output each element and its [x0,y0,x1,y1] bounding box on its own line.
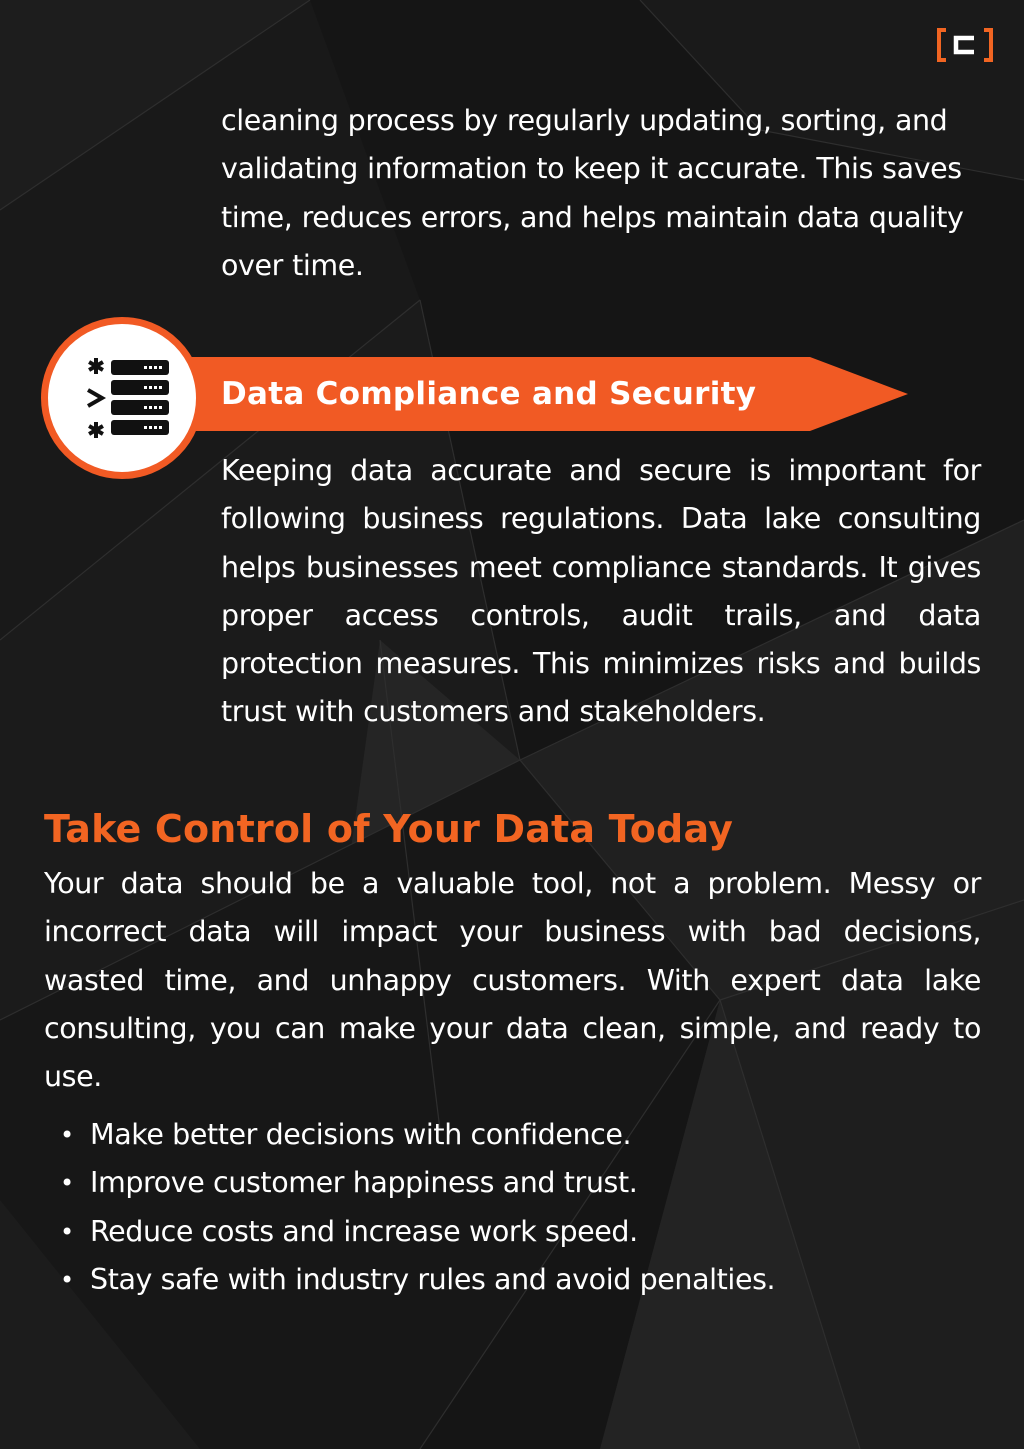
compliance-icon-badge [41,317,203,479]
list-item-text: Reduce costs and increase work speed. [90,1214,638,1248]
cta-paragraph: Your data should be a valuable tool, not a problem. Messy or incorrect data will impact your business with bad decisions, wasted time, and unhappy customers. With expert data lake consulting, you can make your data clean, simple, and ready to use. [44,867,981,1094]
bullet-icon: • [60,1169,74,1198]
bullet-icon: • [60,1121,74,1149]
list-item [44,1111,981,1159]
list-item [44,1159,981,1207]
server-config-icon [48,324,196,472]
bullet-icon: • [60,1265,74,1294]
list-item [44,1256,981,1304]
list-item-text: Improve customer happiness and trust. [90,1166,638,1200]
cta-heading: Take Control of Your Data Today [44,807,734,851]
list-item [44,1208,981,1256]
list-item-text: Stay safe with industry rules and avoid penalties. [90,1262,776,1296]
benefit-list [44,1111,981,1304]
compliance-title: Data Compliance and Security [221,376,757,412]
intro-paragraph: cleaning process by regularly updating, sorting, and validating information to keep it accurate. This saves time, reduces errors, and helps maintain data quality over time. [221,104,964,282]
brand-logo [936,27,994,63]
list-item-text: Make better decisions with confidence. [90,1118,632,1151]
bullet-icon: • [60,1217,74,1246]
compliance-paragraph: Keeping data accurate and secure is important for following business regulations. Data lake consulting helps businesses meet compliance standards. It gives proper access controls, audit trails, and data protection measures. This minimizes risks and builds trust with customers and stakeholders. [221,454,981,729]
